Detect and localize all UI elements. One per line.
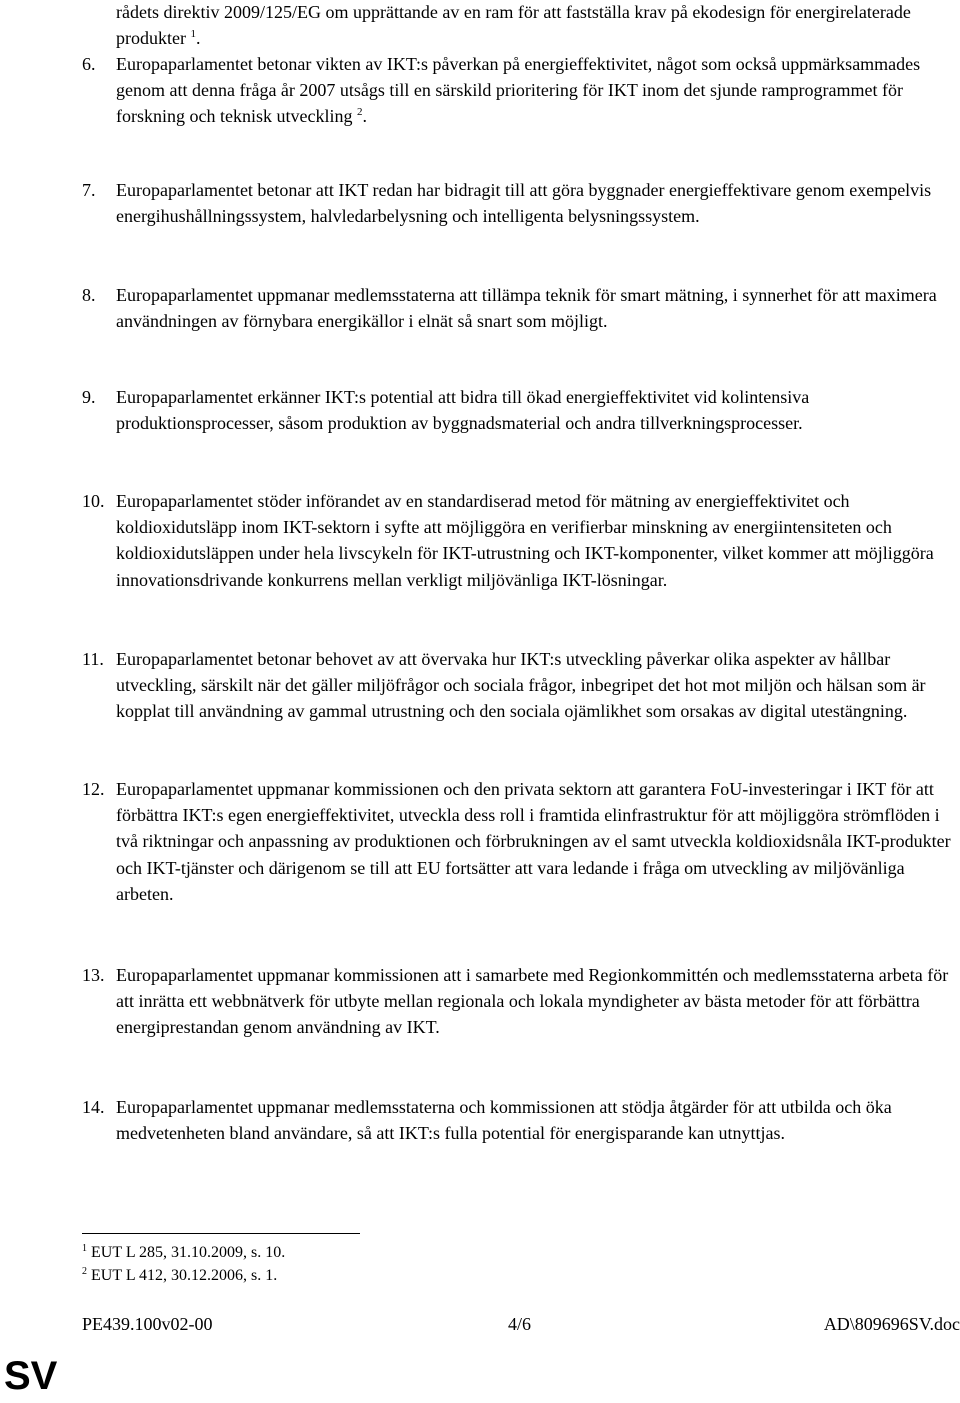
paragraph-text: Europaparlamentet betonar vikten av IKT:s påverkan på energieffektivitet, något som också uppmärksammades genom att denna fråga år 2007 utsågs till en särskild prioritering för IKT inom det sjunde ramprogrammet för forskning och teknisk utveckling $^2$. [116, 54, 921, 127]
paragraph-number: 11. [82, 649, 104, 669]
paragraph-number: 14. [82, 1097, 105, 1117]
footnote-number: 1 [82, 1243, 87, 1254]
footnote-separator [82, 1233, 360, 1234]
paragraph-text: Europaparlamentet stöder införandet av en standardiserad metod för mätning av energieffektivitet och koldioxidutsläpp inom IKT-sektorn i syfte att möjliggöra en verifierbar minskning av energiintensiteten och koldioxidutsläppen under hela livscykeln för IKT-utrustning och IKT-komponenter, vilket kommer att möjliggöra innovationsdrivande konkurrens mellan verkligt miljövänliga IKT-lösningar. [116, 491, 934, 590]
footnote-number: 2 [82, 1266, 87, 1277]
paragraph-number: 13. [82, 965, 105, 985]
footnote-ref: 1 [190, 27, 196, 40]
footnote: $^2$ EUT L 412, 30.12.2006, s. 1. [82, 1266, 278, 1284]
paragraph-text: Europaparlamentet uppmanar medlemsstaterna att tillämpa teknik för smart mätning, i synnerhet för att maximera användningen av förnybara energikällor i elnät så snart som möjligt. [116, 285, 937, 332]
language-code: SV [4, 1354, 58, 1398]
paragraph-text: Europaparlamentet uppmanar medlemsstaterna och kommissionen att stödja åtgärder för att utbilda och öka medvetenheten bland användare, så att IKT:s fulla potential för energisparande kan utnyttjas. [116, 1097, 892, 1144]
footer-file-name: AD\809696SV.doc [823, 1314, 960, 1334]
paragraph-text: Europaparlamentet betonar att IKT redan har bidragit till att göra byggnader energieffektivare genom exempelvis energihushållningssystem, halvledarbelysning och intelligenta belysningssystem. [116, 180, 932, 227]
paragraph-number: 7. [82, 180, 96, 200]
paragraph-number: 8. [82, 285, 96, 305]
paragraph-text: Europaparlamentet betonar behovet av att övervaka hur IKT:s utveckling påverkar olika aspekter av hållbar utveckling, särskilt när det gäller miljöfrågor och sociala frågor, inbegripet det hot mot miljön och hälsan som är kopplat till användning av gammal utrustning och den sociala ojämlikhet som orsakas av digital utestängning. [116, 649, 926, 722]
footnote: $^1$ EUT L 285, 31.10.2009, s. 10. [82, 1243, 286, 1261]
paragraph-number: 6. [82, 54, 96, 74]
paragraph-number: 10. [82, 491, 105, 511]
paragraph-text: Europaparlamentet uppmanar kommissionen och den privata sektorn att garantera FoU-investeringar i IKT för att förbättra IKT:s egen energieffektivitet, utveckla dess roll i framtida elinfrastruktur för att möjliggöra strömflöden i två riktningar och anpassning av produktionen och förbrukningen av el samt utveckla koldioxidsnåla IKT-produkter och IKT-tjänster och därigenom se till att EU fortsätter att vara ledande i fråga om utveckling av miljövänliga arbeten. [116, 779, 951, 904]
footer-doc-ref: PE439.100v02-00 [82, 1314, 213, 1334]
paragraph-text: Europaparlamentet uppmanar kommissionen att i samarbete med Regionkommittén och medlemsstaterna arbeta för att inrätta ett webbnätverk för utbyte mellan regionala och lokala myndigheter av bästa metoder för att förbättra energiprestandan genom användning av IKT. [116, 965, 949, 1038]
paragraph-text: Europaparlamentet erkänner IKT:s potential att bidra till ökad energieffektivitet vid kolintensiva produktionsprocesser, såsom produktion av byggnadsmaterial och andra tillverkningsprocesser. [116, 387, 810, 434]
continuation-text: rådets direktiv 2009/125/EG om upprättande av en ram för att fastställa krav på ekodesign för energirelaterade produkter $^1$. [116, 2, 911, 48]
footnote-ref: 2 [356, 106, 363, 119]
paragraph-number: 9. [82, 387, 96, 407]
footer-page-number: 4/6 [508, 1314, 532, 1334]
paragraph-number: 12. [82, 779, 105, 799]
